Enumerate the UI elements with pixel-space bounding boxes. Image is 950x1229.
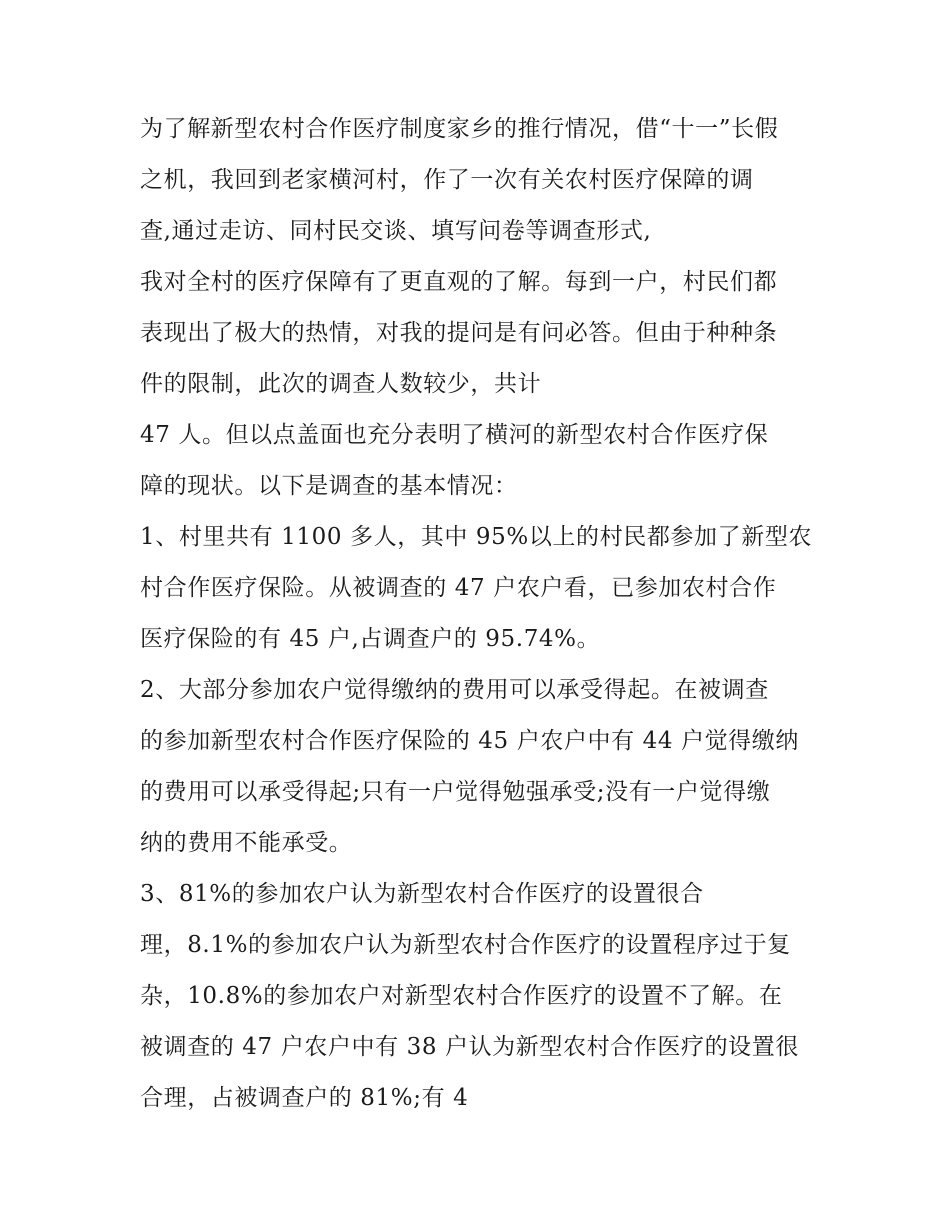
- text-line: 查,通过走访、同村民交谈、填写问卷等调查形式,: [140, 218, 652, 244]
- text-line: 47 人。但以点盖面也充分表明了横河的新型农村合作医疗保: [140, 422, 769, 448]
- text-line: 件的限制，此次的调查人数较少，共计: [140, 371, 542, 397]
- text-line: 表现出了极大的热情，对我的提问是有问必答。但由于种种条: [140, 320, 778, 346]
- text-line: 被调查的 47 户农户中有 38 户认为新型农村合作医疗的设置很: [140, 1034, 799, 1060]
- text-line: 的参加新型农村合作医疗保险的 45 户农户中有 44 户觉得缴纳: [140, 728, 799, 754]
- document-body: [140, 104, 840, 1124]
- text-line: 村合作医疗保险。从被调查的 47 户农户看，已参加农村合作: [140, 575, 777, 601]
- text-line: 理，8.1%的参加农户认为新型农村合作医疗的设置程序过于复: [140, 932, 791, 958]
- text-line: 1、村里共有 1100 多人，其中 95%以上的村民都参加了新型农: [140, 524, 813, 550]
- text-line: 的费用可以承受得起;只有一户觉得勉强承受;没有一户觉得缴: [140, 779, 771, 805]
- text-line: 纳的费用不能承受。: [140, 830, 353, 856]
- text-line: 障的现状。以下是调查的基本情况：: [140, 473, 518, 499]
- text-line: 杂，10.8%的参加农户对新型农村合作医疗的设置不了解。在: [140, 983, 783, 1009]
- text-line: 为了解新型农村合作医疗制度家乡的推行情况，借“十一”长假: [140, 116, 779, 142]
- text-line: 我对全村的医疗保障有了更直观的了解。每到一户，村民们都: [140, 269, 778, 295]
- text-line: 3、81%的参加农户认为新型农村合作医疗的设置很合: [140, 881, 704, 907]
- text-line: 医疗保险的有 45 户,占调查户的 95.74%。: [140, 626, 601, 652]
- text-line: 之机，我回到老家横河村，作了一次有关农村医疗保障的调: [140, 167, 754, 193]
- text-line: 2、大部分参加农户觉得缴纳的费用可以承受得起。在被调查: [140, 677, 769, 703]
- text-line: 合理，占被调查户的 81%;有 4: [140, 1085, 469, 1111]
